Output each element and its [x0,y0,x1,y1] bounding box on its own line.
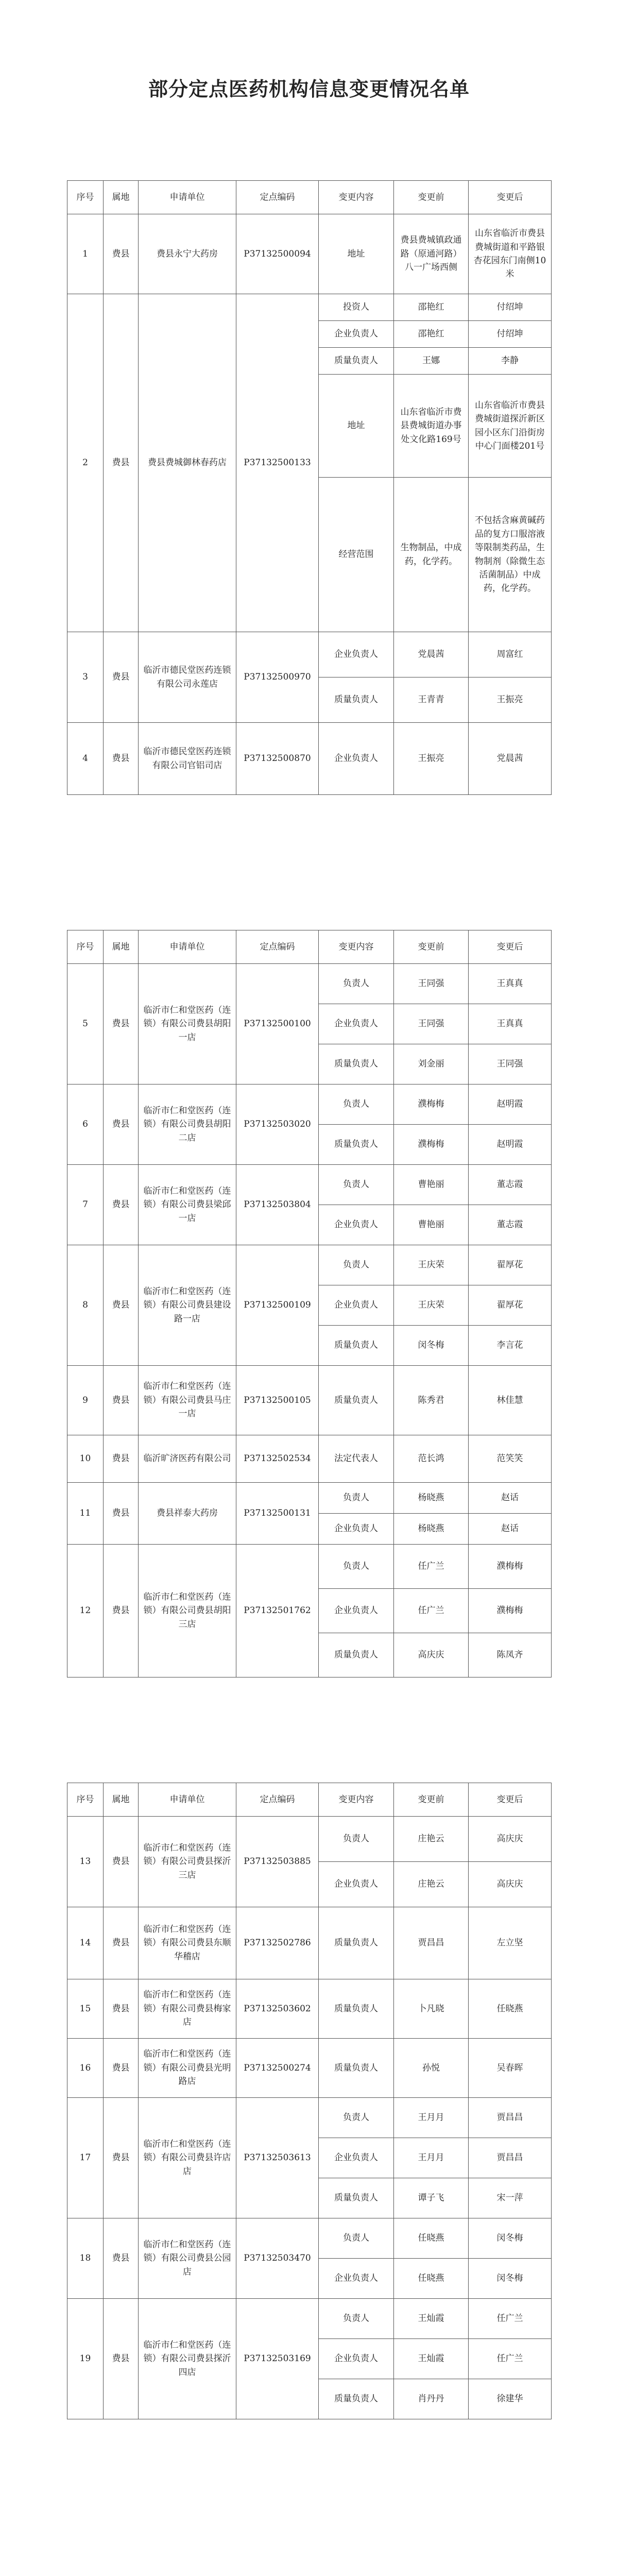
value-after: 范笑笑 [469,1435,552,1483]
column-header: 属地 [104,181,139,214]
area-cell: 费县 [104,723,139,795]
designated-code: P37132500109 [236,1245,319,1366]
value-after: 陈凤齐 [469,1633,552,1677]
value-after: 任晓燕 [469,1979,552,2039]
change-item: 企业负责人 [319,1285,394,1326]
change-item: 企业负责人 [319,321,394,348]
change-table [67,930,552,1677]
value-after: 吴春晖 [469,2039,552,2098]
table-header-row [67,930,552,964]
change-item: 负责人 [319,1817,394,1862]
column-header: 属地 [104,1783,139,1817]
value-after: 山东省临沂市费县费城街道探沂新区园小区东门沿街房中心门面楼201号 [469,375,552,478]
designated-code: P37132500970 [236,632,319,723]
value-before: 高庆庆 [394,1633,469,1677]
designated-code: P37132500133 [236,294,319,632]
change-item: 负责人 [319,1165,394,1205]
value-after: 左立坚 [469,1907,552,1979]
area-cell: 费县 [104,1435,139,1483]
serial-number: 17 [67,2098,104,2218]
change-item: 企业负责人 [319,1589,394,1633]
serial-number: 11 [67,1483,104,1545]
table-row [67,1245,552,1285]
designated-code: P37132503020 [236,1084,319,1165]
value-after: 李静 [469,348,552,375]
table-row [67,1084,552,1125]
change-item: 负责人 [319,1545,394,1589]
designated-code: P37132500105 [236,1366,319,1435]
change-item: 负责人 [319,1245,394,1285]
change-item: 质量负责人 [319,2178,394,2218]
table-row [67,1817,552,1862]
area-cell: 费县 [104,294,139,632]
value-before: 陈秀君 [394,1366,469,1435]
value-before: 王振亮 [394,723,469,795]
table-row [67,964,552,1004]
value-before: 党晨茜 [394,632,469,677]
column-header: 申请单位 [139,1783,236,1817]
value-before: 王庆荣 [394,1285,469,1326]
serial-number: 9 [67,1366,104,1435]
applicant-unit: 费县祥泰大药房 [139,1483,236,1545]
serial-number: 15 [67,1979,104,2039]
area-cell: 费县 [104,2039,139,2098]
column-header: 变更前 [394,1783,469,1817]
applicant-unit: 临沂市仁和堂医药（连锁）有限公司费县公园店 [139,2218,236,2299]
value-before: 王月月 [394,2138,469,2178]
value-after: 李言花 [469,1326,552,1366]
value-after: 贾昌昌 [469,2098,552,2138]
designated-code: P37132500274 [236,2039,319,2098]
serial-number: 16 [67,2039,104,2098]
column-header: 序号 [67,930,104,964]
applicant-unit: 临沂市仁和堂医药（连锁）有限公司费县光明路店 [139,2039,236,2098]
value-after: 闵冬梅 [469,2218,552,2259]
value-after: 赵话 [469,1483,552,1514]
value-before: 费县费城镇政通路（原通河路）八一广场西侧 [394,214,469,294]
change-item: 地址 [319,214,394,294]
value-before: 任晓燕 [394,2218,469,2259]
serial-number: 12 [67,1545,104,1677]
table-row [67,1483,552,1514]
value-before: 范长鸿 [394,1435,469,1483]
change-item: 地址 [319,375,394,478]
area-cell: 费县 [104,1545,139,1677]
value-before: 庄艳云 [394,1817,469,1862]
table-header-row [67,181,552,214]
table-row [67,723,552,795]
column-header: 变更内容 [319,930,394,964]
applicant-unit: 费县永宁大药房 [139,214,236,294]
applicant-unit: 临沂市仁和堂医药（连锁）有限公司费县马庄一店 [139,1366,236,1435]
column-header: 变更后 [469,930,552,964]
value-after: 高庆庆 [469,1817,552,1862]
change-item: 质量负责人 [319,1044,394,1084]
value-after: 翟厚花 [469,1285,552,1326]
value-before: 生物制品，中成药，化学药。 [394,478,469,632]
value-after: 高庆庆 [469,1862,552,1907]
serial-number: 6 [67,1084,104,1165]
column-header: 变更后 [469,1783,552,1817]
change-item: 质量负责人 [319,1907,394,1979]
value-after: 任广兰 [469,2299,552,2339]
table-row [67,214,552,294]
value-after: 付绍坤 [469,321,552,348]
change-item: 企业负责人 [319,2138,394,2178]
table-page [67,180,551,795]
column-header: 变更内容 [319,181,394,214]
value-after: 党晨茜 [469,723,552,795]
applicant-unit: 临沂旷济医药有限公司 [139,1435,236,1483]
change-item: 质量负责人 [319,2379,394,2419]
value-before: 任广兰 [394,1545,469,1589]
change-item: 质量负责人 [319,1326,394,1366]
serial-number: 3 [67,632,104,723]
area-cell: 费县 [104,632,139,723]
value-before: 王月月 [394,2098,469,2138]
serial-number: 14 [67,1907,104,1979]
value-before: 闵冬梅 [394,1326,469,1366]
change-item: 企业负责人 [319,1514,394,1545]
change-item: 企业负责人 [319,632,394,677]
designated-code: P37132500100 [236,964,319,1084]
value-after: 贾昌昌 [469,2138,552,2178]
table-row [67,1907,552,1979]
value-before: 卜凡晓 [394,1979,469,2039]
table-header-row [67,1783,552,1817]
applicant-unit: 临沂市仁和堂医药（连锁）有限公司费县东顺华稽店 [139,1907,236,1979]
value-after: 徐建华 [469,2379,552,2419]
area-cell: 费县 [104,1084,139,1165]
table-row [67,2098,552,2138]
value-after: 闵冬梅 [469,2259,552,2299]
change-item: 质量负责人 [319,348,394,375]
change-item: 投资人 [319,294,394,321]
table-row [67,1366,552,1435]
serial-number: 10 [67,1435,104,1483]
value-before: 王灿霞 [394,2339,469,2379]
designated-code: P37132502786 [236,1907,319,1979]
value-after: 任广兰 [469,2339,552,2379]
designated-code: P37132503613 [236,2098,319,2218]
change-item: 企业负责人 [319,1205,394,1245]
value-before: 庄艳云 [394,1862,469,1907]
table-row [67,1979,552,2039]
applicant-unit: 费县费城御林春药店 [139,294,236,632]
serial-number: 8 [67,1245,104,1366]
column-header: 申请单位 [139,181,236,214]
applicant-unit: 临沂市仁和堂医药（连锁）有限公司费县胡阳三店 [139,1545,236,1677]
designated-code: P37132500094 [236,214,319,294]
value-after: 董志霞 [469,1205,552,1245]
applicant-unit: 临沂市仁和堂医药（连锁）有限公司费县梅家店 [139,1979,236,2039]
serial-number: 13 [67,1817,104,1907]
serial-number: 1 [67,214,104,294]
value-before: 杨晓燕 [394,1483,469,1514]
designated-code: P37132503470 [236,2218,319,2299]
serial-number: 7 [67,1165,104,1245]
area-cell: 费县 [104,1366,139,1435]
change-table [67,1783,552,2419]
value-before: 邵艳红 [394,294,469,321]
applicant-unit: 临沂市仁和堂医药（连锁）有限公司费县梁邱一店 [139,1165,236,1245]
designated-code: P37132503602 [236,1979,319,2039]
column-header: 属地 [104,930,139,964]
area-cell: 费县 [104,1907,139,1979]
change-item: 负责人 [319,1084,394,1125]
change-item: 企业负责人 [319,2339,394,2379]
area-cell: 费县 [104,1245,139,1366]
value-before: 王同强 [394,964,469,1004]
change-item: 负责人 [319,964,394,1004]
value-before: 邵艳红 [394,321,469,348]
value-before: 曹艳丽 [394,1165,469,1205]
designated-code: P37132500870 [236,723,319,795]
value-before: 谭子飞 [394,2178,469,2218]
serial-number: 4 [67,723,104,795]
serial-number: 18 [67,2218,104,2299]
designated-code: P37132502534 [236,1435,319,1483]
area-cell: 费县 [104,2218,139,2299]
value-after: 赵话 [469,1514,552,1545]
area-cell: 费县 [104,1817,139,1907]
change-item: 法定代表人 [319,1435,394,1483]
value-before: 王灿霞 [394,2299,469,2339]
applicant-unit: 临沂市仁和堂医药（连锁）有限公司费县胡阳一店 [139,964,236,1084]
applicant-unit: 临沂市仁和堂医药（连锁）有限公司费县胡阳二店 [139,1084,236,1165]
value-before: 王青青 [394,677,469,723]
designated-code: P37132503885 [236,1817,319,1907]
serial-number: 5 [67,964,104,1084]
value-before: 山东省临沂市费县费城街道办事处文化路169号 [394,375,469,478]
value-before: 任广兰 [394,1589,469,1633]
change-item: 质量负责人 [319,1125,394,1165]
value-before: 濮梅梅 [394,1084,469,1125]
change-item: 质量负责人 [319,1366,394,1435]
designated-code: P37132503804 [236,1165,319,1245]
applicant-unit: 临沂市仁和堂医药（连锁）有限公司费县许店店 [139,2098,236,2218]
change-item: 负责人 [319,2299,394,2339]
value-before: 刘金丽 [394,1044,469,1084]
table-row [67,1435,552,1483]
change-item: 负责人 [319,2098,394,2138]
value-after: 濮梅梅 [469,1589,552,1633]
area-cell: 费县 [104,2299,139,2419]
area-cell: 费县 [104,214,139,294]
applicant-unit: 临沂市仁和堂医药（连锁）有限公司费县探沂三店 [139,1817,236,1907]
value-after: 董志霞 [469,1165,552,1205]
applicant-unit: 临沂市仁和堂医药（连锁）有限公司费县探沂四店 [139,2299,236,2419]
designated-code: P37132500131 [236,1483,319,1545]
serial-number: 2 [67,294,104,632]
value-before: 濮梅梅 [394,1125,469,1165]
applicant-unit: 临沂市德民堂医药连锁有限公司官铝司店 [139,723,236,795]
table-row [67,294,552,321]
change-item: 负责人 [319,2218,394,2259]
value-after: 付绍坤 [469,294,552,321]
value-after: 山东省临沂市费县费城街道和平路银杏花园东门南侧10米 [469,214,552,294]
value-after: 王真真 [469,964,552,1004]
value-before: 贾昌昌 [394,1907,469,1979]
designated-code: P37132501762 [236,1545,319,1677]
value-before: 肖丹丹 [394,2379,469,2419]
column-header: 定点编码 [236,1783,319,1817]
value-after: 林佳慧 [469,1366,552,1435]
change-item: 企业负责人 [319,1004,394,1044]
change-item: 质量负责人 [319,1633,394,1677]
value-after: 不包括含麻黄碱药品的复方口服溶液等限制类药品，生物制剂（除微生态活菌制品）中成药，化学药。 [469,478,552,632]
change-item: 负责人 [319,1483,394,1514]
value-after: 王同强 [469,1044,552,1084]
table-row [67,632,552,677]
change-table [67,180,552,795]
applicant-unit: 临沂市德民堂医药连锁有限公司永莲店 [139,632,236,723]
column-header: 变更前 [394,181,469,214]
applicant-unit: 临沂市仁和堂医药（连锁）有限公司费县建设路一店 [139,1245,236,1366]
value-after: 赵明霞 [469,1125,552,1165]
column-header: 序号 [67,1783,104,1817]
value-after: 王振亮 [469,677,552,723]
value-before: 王庆荣 [394,1245,469,1285]
table-row [67,1545,552,1589]
table-page [67,930,551,1677]
value-before: 杨晓燕 [394,1514,469,1545]
serial-number: 19 [67,2299,104,2419]
change-item: 企业负责人 [319,723,394,795]
change-item: 质量负责人 [319,2039,394,2098]
value-before: 王娜 [394,348,469,375]
change-item: 质量负责人 [319,1979,394,2039]
value-after: 翟厚花 [469,1245,552,1285]
value-before: 孙悦 [394,2039,469,2098]
change-item: 质量负责人 [319,677,394,723]
table-row [67,1165,552,1205]
value-before: 任晓燕 [394,2259,469,2299]
column-header: 定点编码 [236,930,319,964]
table-row [67,2218,552,2259]
value-before: 王同强 [394,1004,469,1044]
area-cell: 费县 [104,1979,139,2039]
table-row [67,2039,552,2098]
document-title: 部分定点医药机构信息变更情况名单 [148,77,470,100]
area-cell: 费县 [104,964,139,1084]
column-header: 定点编码 [236,181,319,214]
area-cell: 费县 [104,1165,139,1245]
change-item: 企业负责人 [319,1862,394,1907]
value-after: 赵明霞 [469,1084,552,1125]
table-row [67,2299,552,2339]
value-after: 濮梅梅 [469,1545,552,1589]
value-after: 宋一萍 [469,2178,552,2218]
table-page [67,1783,551,2419]
column-header: 变更前 [394,930,469,964]
change-item: 经营范围 [319,478,394,632]
change-item: 企业负责人 [319,2259,394,2299]
column-header: 序号 [67,181,104,214]
value-before: 曹艳丽 [394,1205,469,1245]
column-header: 申请单位 [139,930,236,964]
area-cell: 费县 [104,1483,139,1545]
value-after: 周富红 [469,632,552,677]
value-after: 王真真 [469,1004,552,1044]
area-cell: 费县 [104,2098,139,2218]
column-header: 变更内容 [319,1783,394,1817]
designated-code: P37132503169 [236,2299,319,2419]
column-header: 变更后 [469,181,552,214]
